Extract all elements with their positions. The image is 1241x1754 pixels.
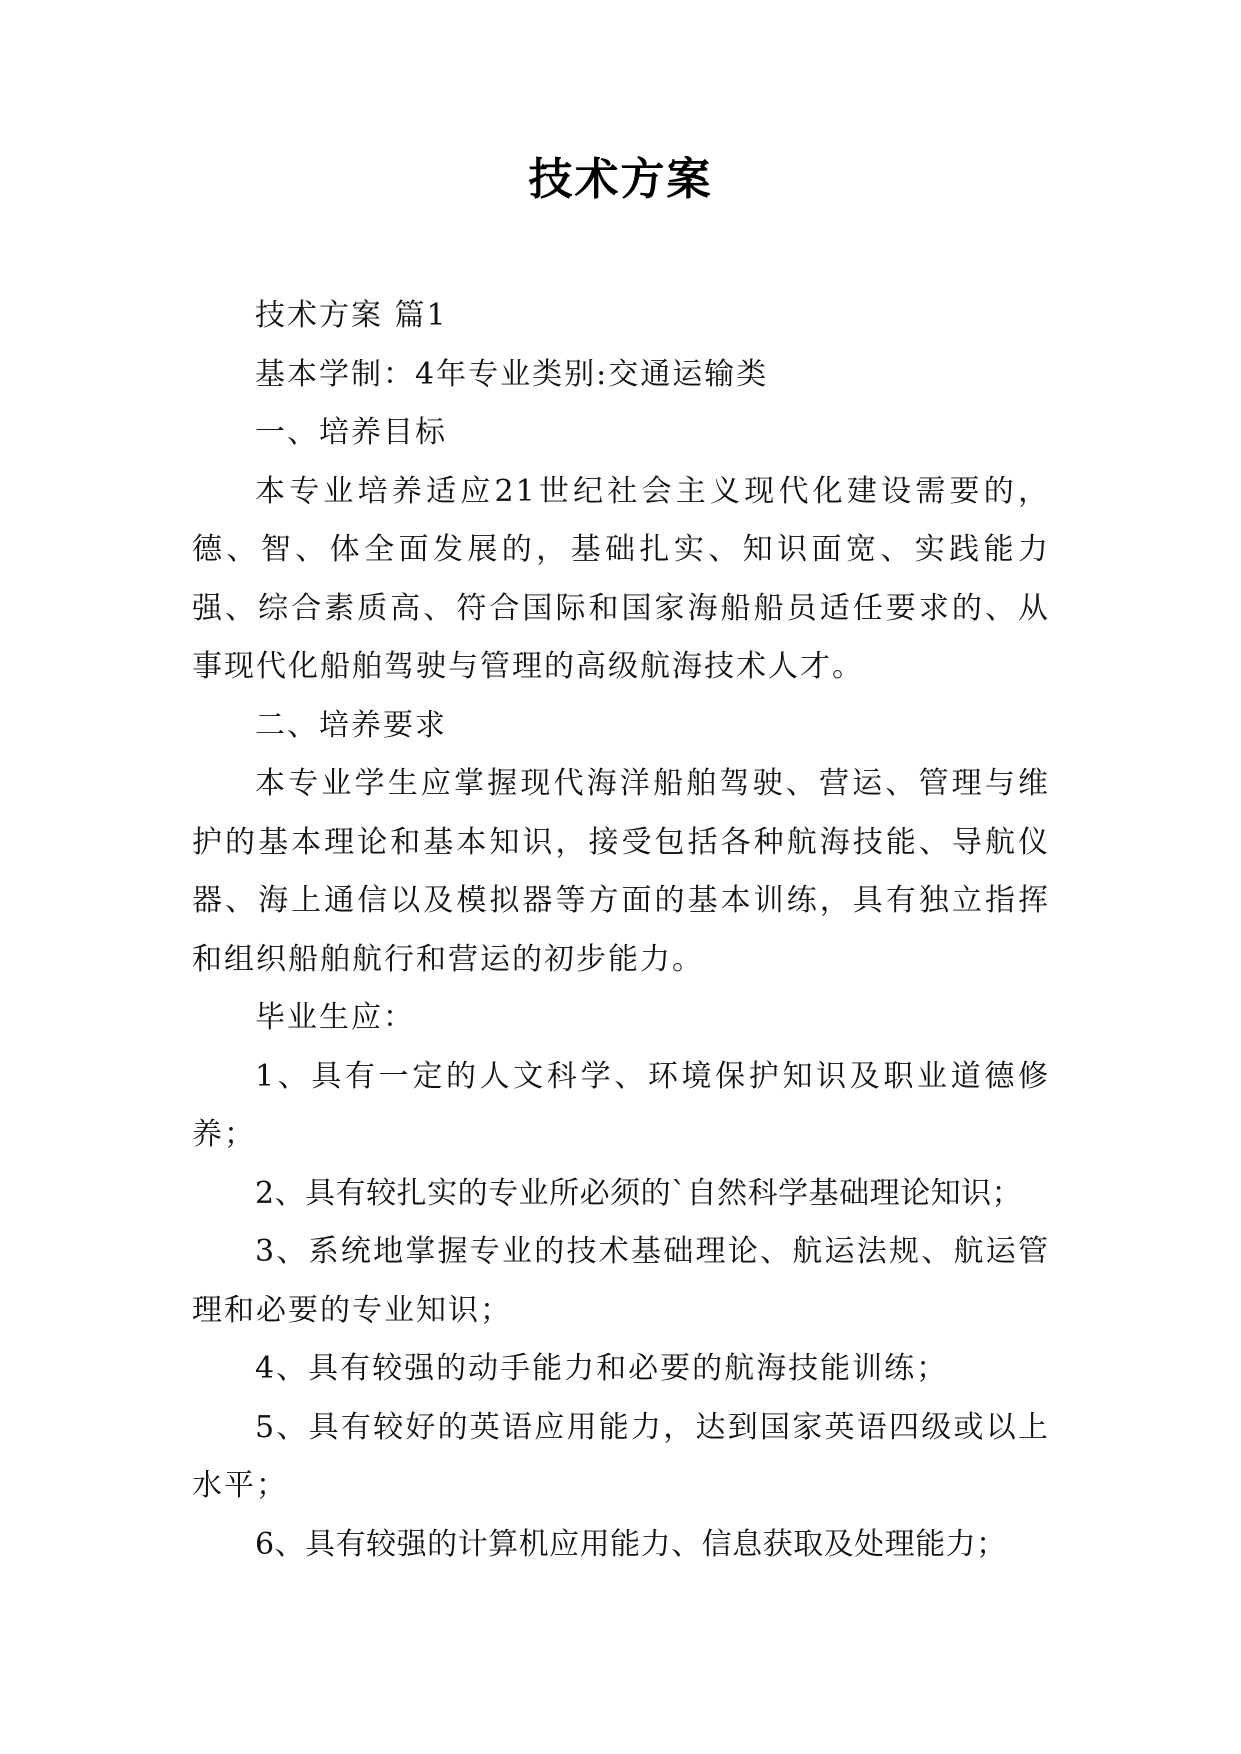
heading-training-requirements: 二、培养要求 bbox=[255, 707, 447, 743]
training-objective-paragraph: 本专业培养适应21世纪社会主义现代化建设需要的，德、智、体全面发展的，基础扎实、知识面宽、实践能力强、综合素质高、符合国际和国家海船船员适任要求的、从事现代化船舶驾驶与管理的高级航海技术人才。 bbox=[192, 473, 1050, 684]
requirement-item-5: 5、具有较好的英语应用能力，达到国家英语四级或以上水平； bbox=[192, 1409, 1050, 1503]
requirement-item-1: 1、具有一定的人文科学、环境保护知识及职业道德修养； bbox=[192, 1058, 1050, 1152]
graduates-intro: 毕业生应： bbox=[255, 1000, 415, 1035]
document-title: 技术方案 bbox=[528, 154, 713, 205]
requirement-item-2: 2、具有较扎实的专业所必须的`自然科学基础理论知识； bbox=[255, 1175, 1023, 1211]
section-heading-part-1: 技术方案 篇1 bbox=[255, 298, 448, 333]
heading-training-objective: 一、培养目标 bbox=[255, 415, 447, 450]
requirement-item-4: 4、具有较强的动手能力和必要的航海技能训练； bbox=[255, 1351, 949, 1386]
program-info-line: 基本学制：4年专业类别:交通运输类 bbox=[255, 356, 769, 392]
training-requirements-paragraph: 本专业学生应掌握现代海洋船舶驾驶、营运、管理与维护的基本理论和基本知识，接受包括各种航海技能、导航仪器、海上通信以及模拟器等方面的基本训练，具有独立指挥和组织船舶航行和营运的初步能力。 bbox=[192, 766, 1050, 977]
requirement-item-3: 3、系统地掌握专业的技术基础理论、航运法规、航运管理和必要的专业知识； bbox=[192, 1234, 1050, 1328]
document-body bbox=[192, 287, 1050, 1574]
requirement-item-6: 6、具有较强的计算机应用能力、信息获取及处理能力； bbox=[255, 1526, 1007, 1562]
